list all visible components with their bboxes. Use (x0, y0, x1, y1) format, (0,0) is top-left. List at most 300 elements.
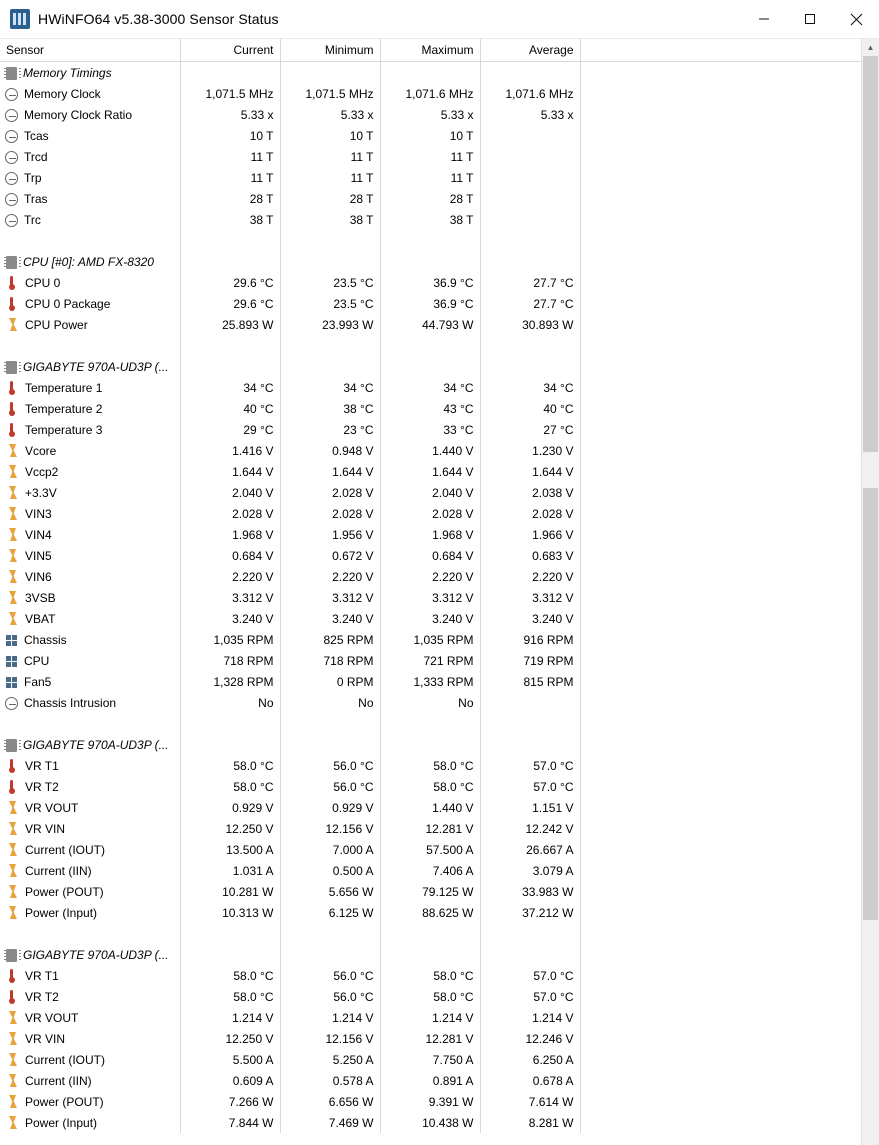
sensor-name-cell (0, 524, 180, 545)
sensor-minimum-value: 2.220 V (280, 566, 380, 587)
sensor-label: Trcd (24, 149, 48, 164)
scrollbar-thumb-lower[interactable] (863, 488, 878, 920)
sensor-name-cell (0, 251, 180, 272)
spacer-cell (0, 230, 180, 251)
sensor-current-value (180, 944, 280, 965)
sensor-name-cell (0, 482, 180, 503)
sensor-name-cell (0, 356, 180, 377)
column-header-sensor[interactable]: Sensor (0, 39, 180, 62)
sensor-minimum-value: 1.214 V (280, 1007, 380, 1028)
sensor-average-value: 27.7 °C (480, 293, 580, 314)
table-row[interactable] (0, 104, 862, 125)
sensor-average-value (480, 356, 580, 377)
sensor-label: Chassis Intrusion (24, 695, 117, 710)
sensor-minimum-value (280, 356, 380, 377)
sensor-average-value (480, 734, 580, 755)
clock-icon (5, 172, 18, 185)
sensor-minimum-value: 0.500 A (280, 860, 380, 881)
sensor-label: GIGABYTE 970A-UD3P (... (23, 947, 169, 962)
scrollbar-thumb-upper[interactable] (863, 56, 878, 452)
sensor-filler-cell (580, 293, 862, 314)
sensor-current-value: 0.609 A (180, 1070, 280, 1091)
voltage-icon (6, 801, 19, 815)
sensor-average-value (480, 251, 580, 272)
sensor-name-cell (0, 104, 180, 125)
sensor-maximum-value: 0.684 V (380, 545, 480, 566)
sensor-label: VR VOUT (25, 800, 79, 815)
table-row[interactable] (0, 1112, 862, 1133)
sensor-group-row[interactable] (0, 62, 862, 84)
vertical-scrollbar[interactable] (861, 39, 879, 1145)
spacer-cell (380, 713, 480, 734)
sensor-average-value: 30.893 W (480, 314, 580, 335)
sensor-table (0, 39, 862, 1133)
sensor-maximum-value: 721 RPM (380, 650, 480, 671)
sensor-maximum-value: 58.0 °C (380, 965, 480, 986)
sensor-minimum-value: 0.948 V (280, 440, 380, 461)
sensor-minimum-value: 11 T (280, 167, 380, 188)
sensor-average-value (480, 209, 580, 230)
sensor-name-cell (0, 566, 180, 587)
sensor-average-value (480, 944, 580, 965)
sensor-name-cell (0, 629, 180, 650)
sensor-minimum-value: 28 T (280, 188, 380, 209)
sensor-name-cell (0, 587, 180, 608)
sensor-minimum-value: 7.469 W (280, 1112, 380, 1133)
sensor-filler-cell (580, 461, 862, 482)
table-row[interactable] (0, 776, 862, 797)
sensor-label: Power (Input) (25, 905, 98, 920)
sensor-minimum-value: 12.156 V (280, 1028, 380, 1049)
sensor-current-value: 2.220 V (180, 566, 280, 587)
sensor-name-cell (0, 62, 180, 84)
sensor-maximum-value: 2.028 V (380, 503, 480, 524)
clock-icon (5, 193, 18, 206)
sensor-average-value: 37.212 W (480, 902, 580, 923)
sensor-filler-cell (580, 419, 862, 440)
table-row[interactable] (0, 1007, 862, 1028)
table-row[interactable] (0, 377, 862, 398)
sensor-maximum-value: 10 T (380, 125, 480, 146)
sensor-label: Temperature 1 (25, 380, 103, 395)
sensor-average-value: 0.678 A (480, 1070, 580, 1091)
column-header-average[interactable]: Average (480, 39, 580, 62)
table-row[interactable] (0, 608, 862, 629)
sensor-name-cell (0, 1049, 180, 1070)
chip-icon (6, 256, 17, 269)
sensor-average-value: 40 °C (480, 398, 580, 419)
sensor-maximum-value: 7.750 A (380, 1049, 480, 1070)
sensor-current-value: 718 RPM (180, 650, 280, 671)
table-row[interactable] (0, 1070, 862, 1091)
sensor-minimum-value: 7.000 A (280, 839, 380, 860)
voltage-icon (6, 465, 19, 479)
sensor-group-row[interactable] (0, 944, 862, 965)
sensor-maximum-value: 36.9 °C (380, 293, 480, 314)
sensor-filler-cell (580, 671, 862, 692)
sensor-filler-cell (580, 188, 862, 209)
sensor-current-value: 7.266 W (180, 1091, 280, 1112)
sensor-average-value: 12.246 V (480, 1028, 580, 1049)
spacer-cell (280, 230, 380, 251)
sensor-name-cell (0, 755, 180, 776)
sensor-filler-cell (580, 524, 862, 545)
sensor-current-value: 34 °C (180, 377, 280, 398)
table-row[interactable] (0, 545, 862, 566)
sensor-average-value: 815 RPM (480, 671, 580, 692)
temperature-icon (6, 423, 19, 437)
sensor-average-value: 1.966 V (480, 524, 580, 545)
sensor-label: Vccp2 (25, 464, 59, 479)
sensor-name-cell (0, 1028, 180, 1049)
sensor-current-value: 29.6 °C (180, 293, 280, 314)
table-spacer-row (0, 713, 862, 734)
sensor-name-cell (0, 881, 180, 902)
spacer-cell (0, 713, 180, 734)
sensor-minimum-value: 23 °C (280, 419, 380, 440)
scroll-up-arrow[interactable]: ▲ (866, 43, 875, 52)
sensor-minimum-value: 1.644 V (280, 461, 380, 482)
sensor-filler-cell (580, 125, 862, 146)
current-icon (6, 843, 19, 857)
sensor-filler-cell (580, 1028, 862, 1049)
title-bar (0, 0, 879, 39)
table-row[interactable] (0, 860, 862, 881)
sensor-average-value: 2.028 V (480, 503, 580, 524)
sensor-current-value (180, 251, 280, 272)
sensor-name-cell (0, 965, 180, 986)
sensor-filler-cell (580, 377, 862, 398)
sensor-name-cell (0, 398, 180, 419)
voltage-icon (6, 612, 19, 626)
sensor-average-value: 5.33 x (480, 104, 580, 125)
sensor-current-value: 1.214 V (180, 1007, 280, 1028)
sensor-label: CPU Power (25, 317, 88, 332)
table-row[interactable] (0, 209, 862, 230)
power-icon (6, 1095, 19, 1109)
sensor-label: Memory Clock Ratio (24, 107, 133, 122)
sensor-filler-cell (580, 167, 862, 188)
table-row[interactable] (0, 482, 862, 503)
sensor-current-value: 13.500 A (180, 839, 280, 860)
sensor-average-value (480, 167, 580, 188)
clock-icon (5, 151, 18, 164)
table-row[interactable] (0, 839, 862, 860)
table-row[interactable] (0, 524, 862, 545)
sensor-filler-cell (580, 755, 862, 776)
sensor-average-value: 2.220 V (480, 566, 580, 587)
sensor-maximum-value (380, 944, 480, 965)
table-row[interactable] (0, 692, 862, 713)
sensor-current-value: 1.416 V (180, 440, 280, 461)
sensor-current-value: 3.312 V (180, 587, 280, 608)
sensor-current-value: 5.500 A (180, 1049, 280, 1070)
sensor-filler-cell (580, 692, 862, 713)
spacer-cell (480, 335, 580, 356)
sensor-name-cell (0, 314, 180, 335)
sensor-current-value: 10 T (180, 125, 280, 146)
spacer-cell (280, 713, 380, 734)
sensor-label: Tcas (24, 128, 49, 143)
sensor-label: CPU 0 (25, 275, 61, 290)
clock-icon (5, 214, 18, 227)
spacer-cell (180, 713, 280, 734)
sensor-filler-cell (580, 272, 862, 293)
sensor-average-value (480, 62, 580, 84)
sensor-filler-cell (580, 608, 862, 629)
table-row[interactable] (0, 902, 862, 923)
sensor-name-cell (0, 503, 180, 524)
sensor-filler-cell (580, 902, 862, 923)
table-row[interactable] (0, 650, 862, 671)
sensor-current-value: 10.313 W (180, 902, 280, 923)
table-row[interactable] (0, 965, 862, 986)
table-row[interactable] (0, 1091, 862, 1112)
sensor-maximum-value: 88.625 W (380, 902, 480, 923)
sensor-maximum-value: 43 °C (380, 398, 480, 419)
temperature-icon (6, 381, 19, 395)
table-row[interactable] (0, 881, 862, 902)
sensor-maximum-value: 58.0 °C (380, 776, 480, 797)
sensor-filler-cell (580, 818, 862, 839)
sensor-label: Trp (24, 170, 42, 185)
sensor-name-cell (0, 692, 180, 713)
current-icon (6, 1053, 19, 1067)
sensor-current-value: 28 T (180, 188, 280, 209)
sensor-maximum-value: 38 T (380, 209, 480, 230)
sensor-minimum-value: 6.125 W (280, 902, 380, 923)
sensor-group-row[interactable] (0, 734, 862, 755)
sensor-filler-cell (580, 209, 862, 230)
sensor-minimum-value: 56.0 °C (280, 965, 380, 986)
sensor-average-value: 0.683 V (480, 545, 580, 566)
spacer-cell (0, 923, 180, 944)
sensor-average-value: 1.214 V (480, 1007, 580, 1028)
sensor-filler-cell (580, 83, 862, 104)
sensor-label: Temperature 2 (25, 401, 103, 416)
table-row[interactable] (0, 818, 862, 839)
sensor-label: VR T2 (25, 779, 59, 794)
table-row[interactable] (0, 461, 862, 482)
sensor-average-value: 7.614 W (480, 1091, 580, 1112)
sensor-minimum-value: 2.028 V (280, 482, 380, 503)
voltage-icon (6, 549, 19, 563)
sensor-average-value: 2.038 V (480, 482, 580, 503)
chip-icon (6, 739, 17, 752)
column-header-minimum[interactable]: Minimum (280, 39, 380, 62)
sensor-minimum-value: 3.240 V (280, 608, 380, 629)
table-row[interactable] (0, 314, 862, 335)
sensor-maximum-value: 1,035 RPM (380, 629, 480, 650)
sensor-maximum-value: 79.125 W (380, 881, 480, 902)
sensor-current-value: 3.240 V (180, 608, 280, 629)
minimize-button[interactable] (741, 0, 787, 38)
sensor-maximum-value: 11 T (380, 146, 480, 167)
close-button[interactable] (833, 0, 879, 38)
sensor-current-value: 58.0 °C (180, 986, 280, 1007)
sensor-filler-cell (580, 986, 862, 1007)
sensor-average-value: 3.079 A (480, 860, 580, 881)
sensor-average-value: 27 °C (480, 419, 580, 440)
sensor-label: VR T1 (25, 758, 59, 773)
sensor-minimum-value: 38 °C (280, 398, 380, 419)
sensor-average-value: 12.242 V (480, 818, 580, 839)
sensor-maximum-value (380, 734, 480, 755)
sensor-average-value: 57.0 °C (480, 776, 580, 797)
voltage-icon (6, 570, 19, 584)
sensor-maximum-value: 7.406 A (380, 860, 480, 881)
maximize-button[interactable] (787, 0, 833, 38)
column-header-maximum[interactable]: Maximum (380, 39, 480, 62)
sensor-name-cell (0, 272, 180, 293)
sensor-name-cell (0, 650, 180, 671)
sensor-filler-cell (580, 965, 862, 986)
power-icon (6, 885, 19, 899)
voltage-icon (6, 444, 19, 458)
sensor-name-cell (0, 125, 180, 146)
sensor-maximum-value: 9.391 W (380, 1091, 480, 1112)
chip-icon (6, 361, 17, 374)
sensor-minimum-value (280, 944, 380, 965)
table-row[interactable] (0, 1049, 862, 1070)
spacer-cell (580, 230, 862, 251)
sensor-filler-cell (580, 944, 862, 965)
fan-icon (5, 676, 18, 689)
spacer-cell (480, 923, 580, 944)
sensor-name-cell (0, 440, 180, 461)
sensor-name-cell (0, 545, 180, 566)
sensor-name-cell (0, 734, 180, 755)
table-row[interactable] (0, 83, 862, 104)
sensor-label: Current (IOUT) (25, 842, 106, 857)
sensor-current-value: 12.250 V (180, 818, 280, 839)
sensor-minimum-value: 2.028 V (280, 503, 380, 524)
table-row[interactable] (0, 671, 862, 692)
sensor-maximum-value: 33 °C (380, 419, 480, 440)
spacer-cell (580, 335, 862, 356)
sensor-current-value: 1,328 RPM (180, 671, 280, 692)
sensor-average-value: 33.983 W (480, 881, 580, 902)
voltage-icon (6, 1032, 19, 1046)
sensor-average-value: 6.250 A (480, 1049, 580, 1070)
voltage-icon (6, 528, 19, 542)
temperature-icon (6, 402, 19, 416)
temperature-icon (6, 759, 19, 773)
table-row[interactable] (0, 755, 862, 776)
table-row[interactable] (0, 293, 862, 314)
sensor-label: VR T1 (25, 968, 59, 983)
table-row[interactable] (0, 503, 862, 524)
sensor-name-cell (0, 986, 180, 1007)
sensor-minimum-value: 38 T (280, 209, 380, 230)
sensor-filler-cell (580, 797, 862, 818)
sensor-name-cell (0, 860, 180, 881)
table-row[interactable] (0, 566, 862, 587)
sensor-average-value (480, 125, 580, 146)
table-row[interactable] (0, 986, 862, 1007)
sensor-group-row[interactable] (0, 356, 862, 377)
table-row[interactable] (0, 272, 862, 293)
table-row[interactable] (0, 398, 862, 419)
sensor-label: 3VSB (25, 590, 56, 605)
sensor-filler-cell (580, 629, 862, 650)
table-row[interactable] (0, 188, 862, 209)
sensor-minimum-value: 1.956 V (280, 524, 380, 545)
sensor-maximum-value (380, 62, 480, 84)
sensor-filler-cell (580, 398, 862, 419)
sensor-minimum-value: 34 °C (280, 377, 380, 398)
current-icon (6, 864, 19, 878)
table-row[interactable] (0, 440, 862, 461)
sensor-average-value (480, 692, 580, 713)
sensor-maximum-value: 3.240 V (380, 608, 480, 629)
spacer-cell (380, 335, 480, 356)
sensor-label: GIGABYTE 970A-UD3P (... (23, 359, 169, 374)
table-row[interactable] (0, 167, 862, 188)
sensor-name-cell (0, 419, 180, 440)
sensor-maximum-value: 44.793 W (380, 314, 480, 335)
table-row[interactable] (0, 419, 862, 440)
table-row[interactable] (0, 629, 862, 650)
spacer-cell (0, 335, 180, 356)
column-header-current[interactable]: Current (180, 39, 280, 62)
spacer-cell (180, 230, 280, 251)
sensor-maximum-value: 1,071.6 MHz (380, 83, 480, 104)
sensor-minimum-value: No (280, 692, 380, 713)
sensor-label: Current (IIN) (25, 1073, 92, 1088)
sensor-minimum-value: 23.993 W (280, 314, 380, 335)
sensor-label: CPU (24, 653, 50, 668)
sensor-label: Tras (24, 191, 48, 206)
sensor-minimum-value: 5.250 A (280, 1049, 380, 1070)
sensor-current-value: 58.0 °C (180, 776, 280, 797)
sensor-filler-cell (580, 587, 862, 608)
sensor-current-value: 38 T (180, 209, 280, 230)
sensor-maximum-value: 0.891 A (380, 1070, 480, 1091)
table-row[interactable] (0, 1028, 862, 1049)
sensor-minimum-value: 6.656 W (280, 1091, 380, 1112)
table-row[interactable] (0, 125, 862, 146)
sensor-table-area (0, 39, 879, 1145)
table-row[interactable] (0, 587, 862, 608)
sensor-name-cell (0, 293, 180, 314)
table-row[interactable] (0, 797, 862, 818)
sensor-average-value: 719 RPM (480, 650, 580, 671)
sensor-name-cell (0, 818, 180, 839)
sensor-name-cell (0, 209, 180, 230)
sensor-name-cell (0, 776, 180, 797)
table-row[interactable] (0, 146, 862, 167)
sensor-filler-cell (580, 251, 862, 272)
sensor-label: Power (POUT) (25, 1094, 104, 1109)
fan-icon (5, 634, 18, 647)
spacer-cell (180, 923, 280, 944)
sensor-label: Current (IIN) (25, 863, 92, 878)
sensor-name-cell (0, 167, 180, 188)
spacer-cell (580, 923, 862, 944)
sensor-group-row[interactable] (0, 251, 862, 272)
sensor-name-cell (0, 461, 180, 482)
sensor-label: Power (POUT) (25, 884, 104, 899)
sensor-filler-cell (580, 776, 862, 797)
sensor-current-value (180, 356, 280, 377)
sensor-average-value: 57.0 °C (480, 755, 580, 776)
sensor-average-value: 3.240 V (480, 608, 580, 629)
clock-icon (5, 88, 18, 101)
sensor-current-value: 11 T (180, 167, 280, 188)
sensor-minimum-value: 5.656 W (280, 881, 380, 902)
sensor-filler-cell (580, 734, 862, 755)
